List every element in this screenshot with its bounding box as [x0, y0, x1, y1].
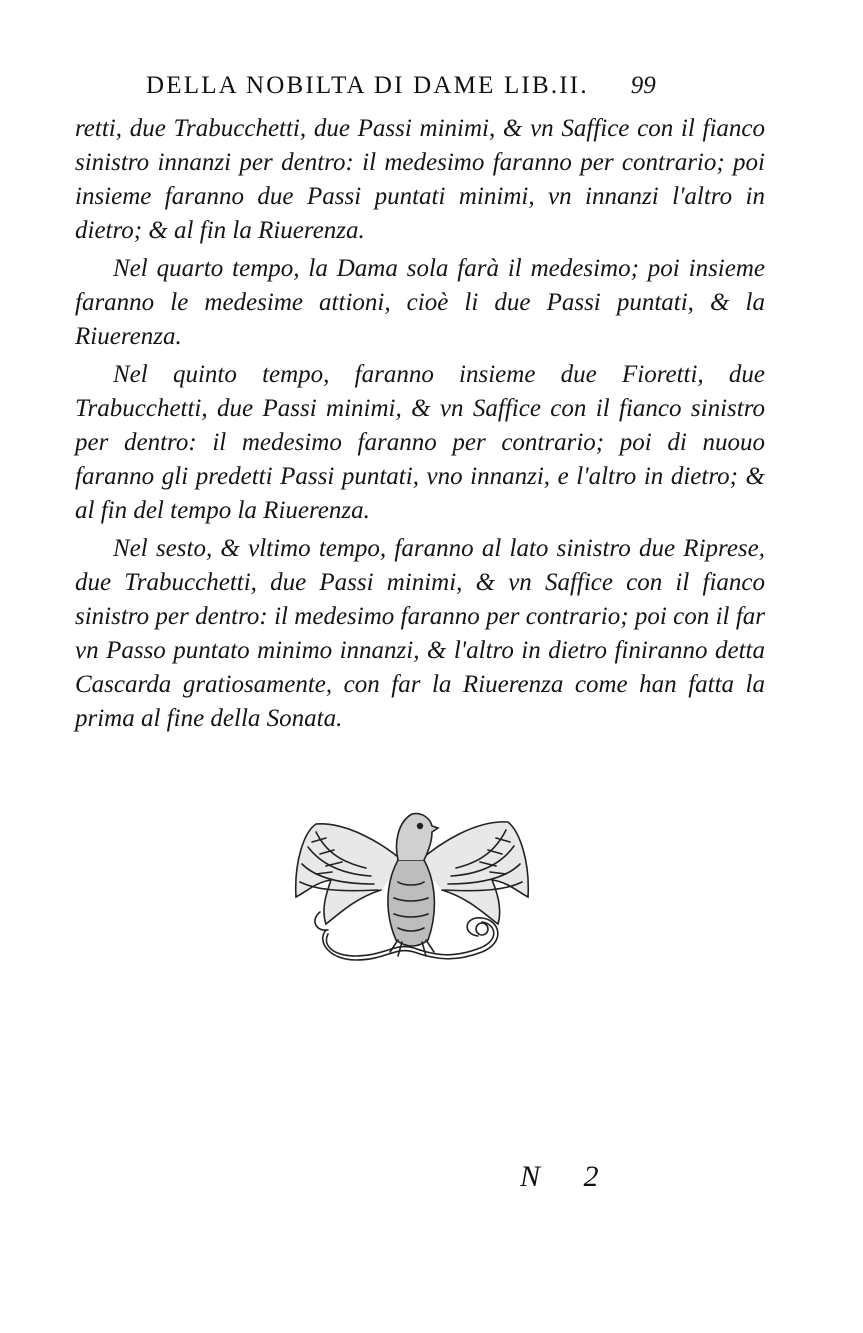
paragraph-sesto-tempo: Nel sesto, & vltimo tempo, faranno al lato sinistro due Riprese, due Trabucchetti, due Passi minimi, & vn Saffice con il fianco sinistro per dentro: il medesimo faranno per contrario; poi con il far vn Passo puntato minimo innanzi, & l'altro in dietro finiranno detta Cascarda gratiosamente, con far la Riuerenza come han fatta la prima al fine della Sonata.	[75, 535, 765, 732]
body-text	[75, 112, 765, 740]
paragraph-quarto-tempo: Nel quarto tempo, la Dama sola farà il medesimo; poi insieme faranno le medesime attioni, cioè li due Passi puntati, & la Riuerenza.	[75, 255, 765, 350]
eagle-with-serpent-woodcut-icon	[286, 802, 536, 972]
page-number: 99	[630, 72, 656, 99]
running-title: DELLA NOBILTA DI DAME LIB.II.	[146, 72, 589, 99]
paragraph-quinto-tempo: Nel quinto tempo, faranno insieme due Fioretti, due Trabucchetti, due Passi minimi, & vn Saffice con il fianco sinistro per dentro: il medesimo faranno per contrario; poi di nuouo faranno gli predetti Passi puntati, vno innanzi, e l'altro in dietro; & al fin del tempo la Riuerenza.	[75, 361, 765, 524]
running-head	[146, 72, 766, 108]
paragraph-continuation: retti, due Trabucchetti, due Passi minimi, & vn Saffice con il fianco sinistro innanzi per dentro: il medesimo faranno per contrario; poi insieme faranno due Passi puntati minimi, vn innanzi l'altro in dietro; & al fin la Riuerenza.	[75, 115, 765, 244]
signature-mark: N 2	[520, 1160, 617, 1193]
